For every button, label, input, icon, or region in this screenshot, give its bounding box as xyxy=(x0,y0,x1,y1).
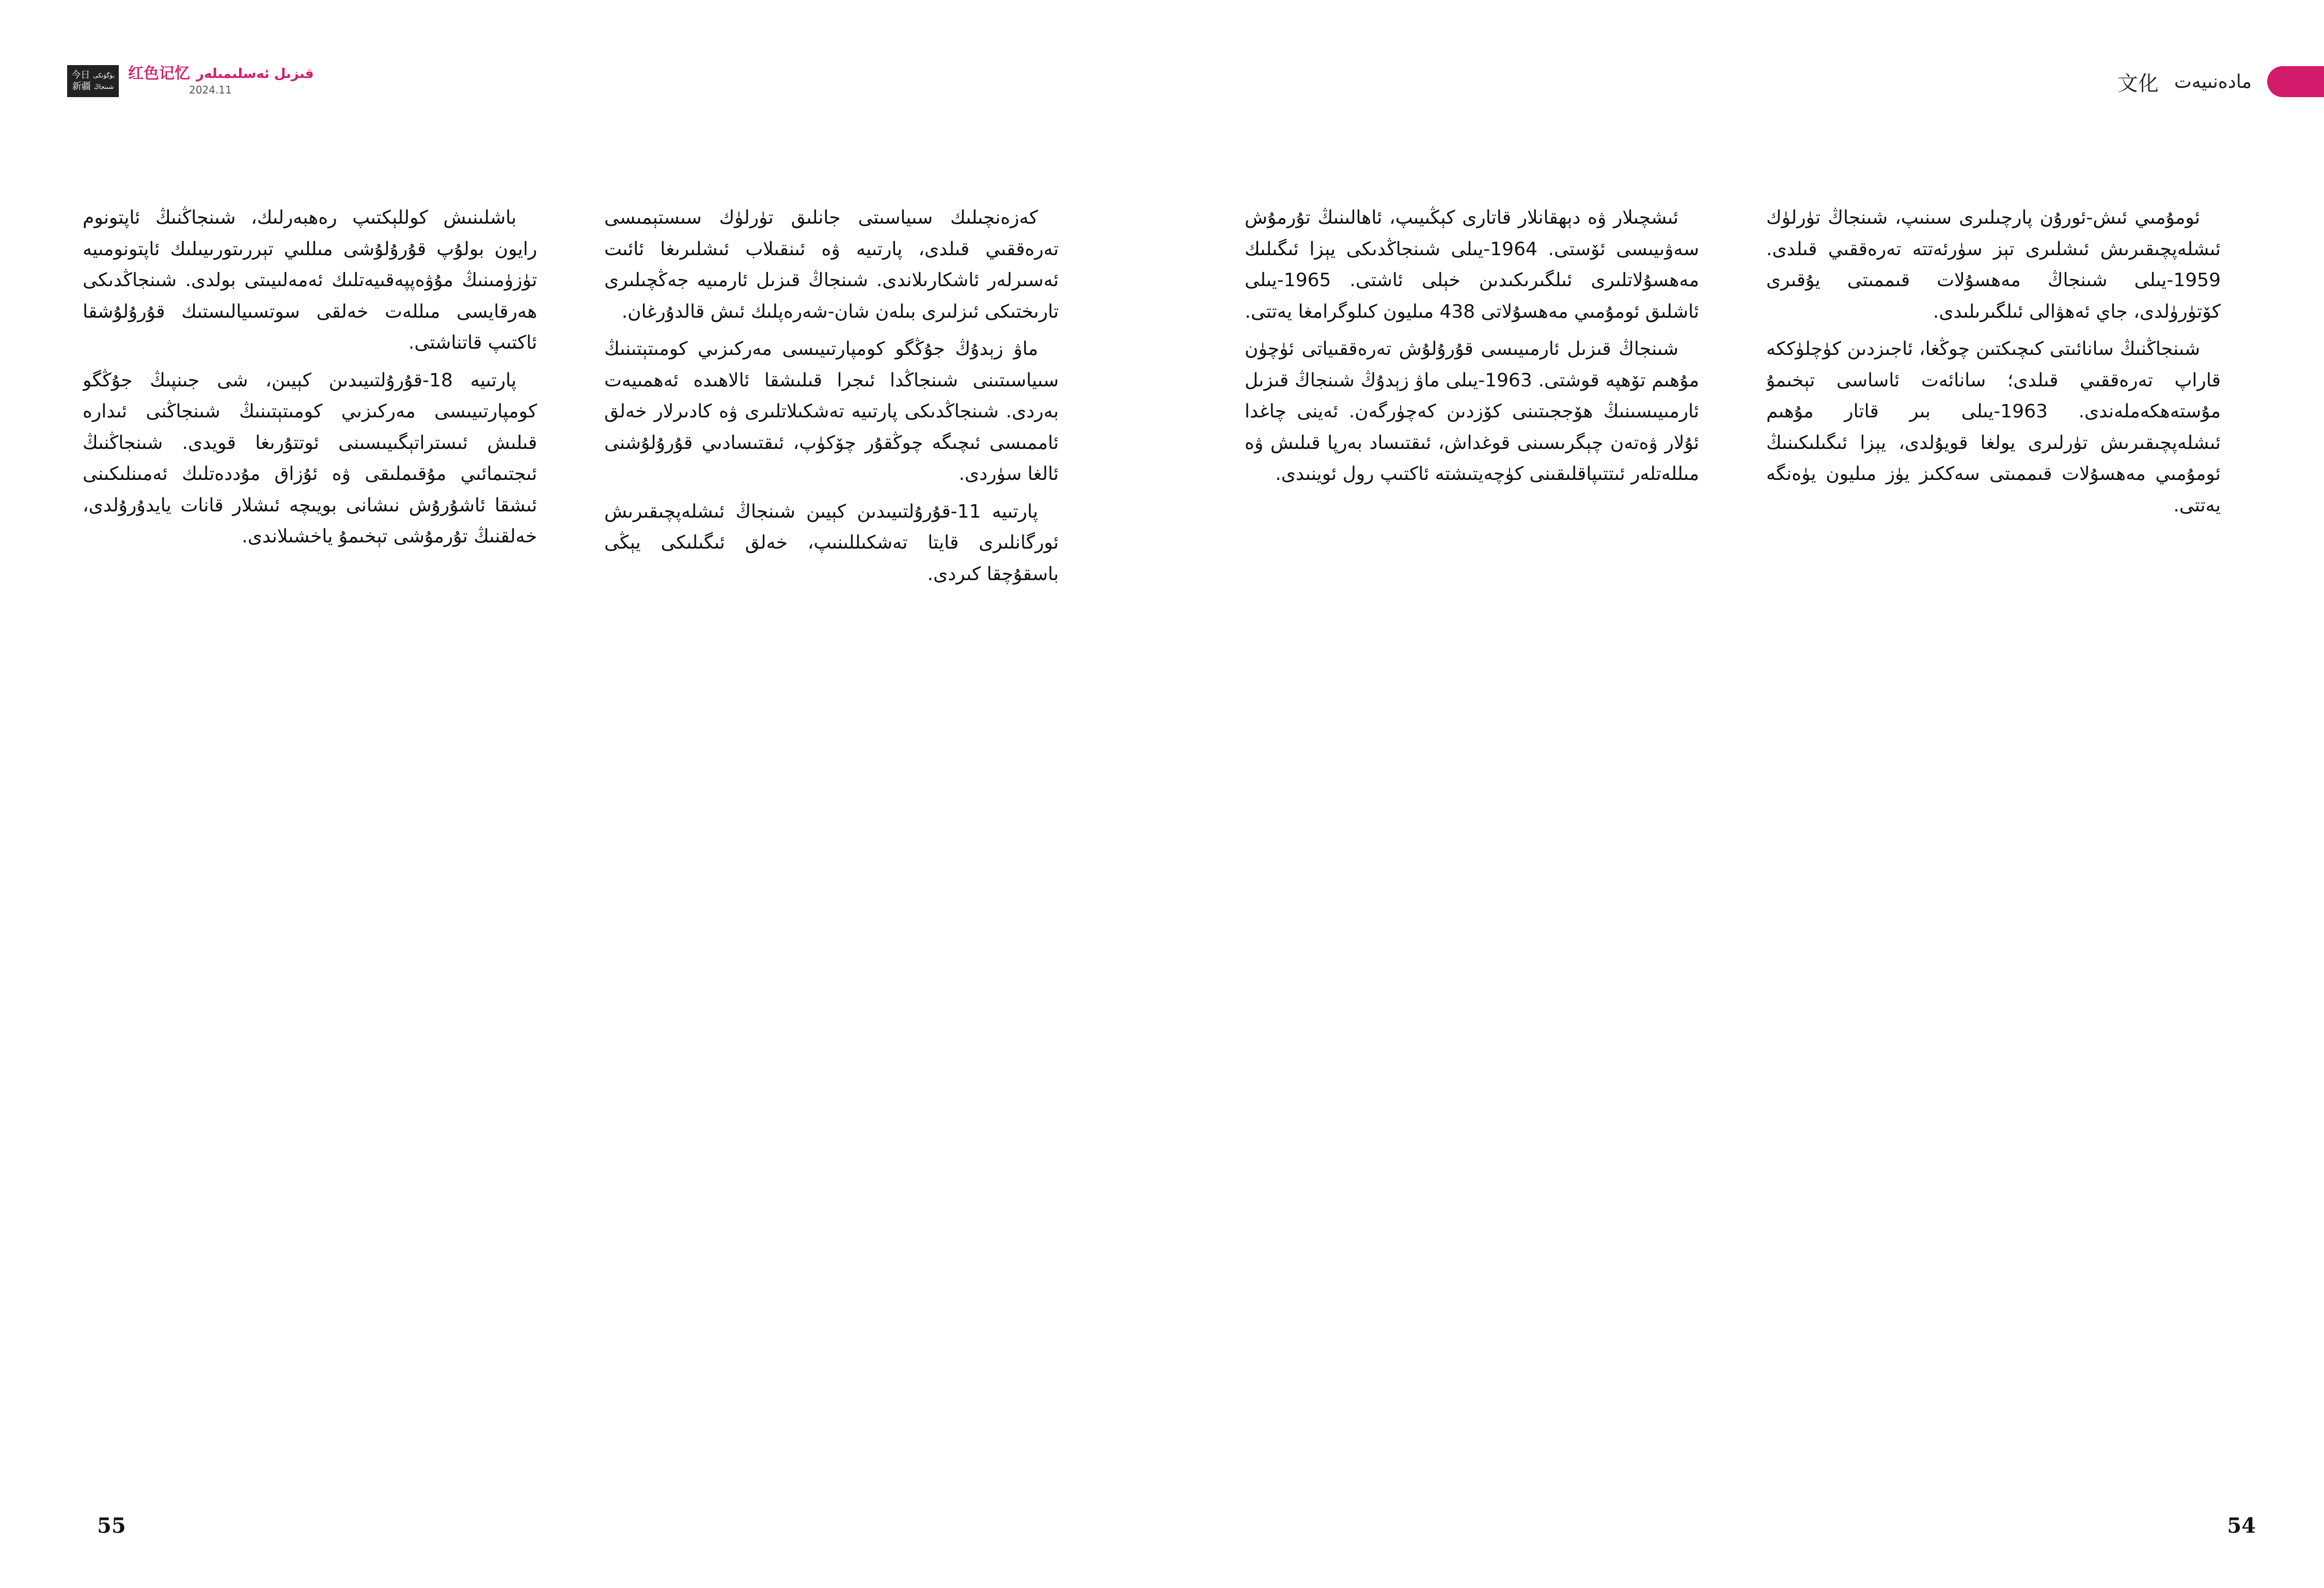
category-title-cn: 文化 xyxy=(2117,71,2159,96)
category-tab xyxy=(2267,66,2324,97)
magazine-logo xyxy=(67,65,119,97)
section-title-cn: 红色记忆 xyxy=(128,65,190,83)
page-number-left: 55 xyxy=(97,1514,126,1538)
page-number-right: 54 xyxy=(2227,1514,2256,1538)
paragraph: ئىشچىلار ۋە دېھقانلار قاتارى كېڭىيىپ، ئاھالىنىڭ تۇرمۇش سەۋىيىسى ئۆستى. 1964-يىلى شىنجاڭدىكى يېزا ئىگىلىك مەھسۇلاتلىرى ئىلگىرىكىدىن خېلى ئاشتى. 1965-يىلى ئاشلىق ئومۇمىي مەھسۇلاتى 438 مىليون كىلوگرامغا يەتتى. xyxy=(1245,207,1699,322)
logo-text-ug-a: بۈگۈنكى xyxy=(93,72,115,79)
paragraph: پارتىيە 18-قۇرۇلتىيىدىن كېيىن، شى جىنپىڭ جۇڭگو كومپارتىيىسى مەركىزىي كومىتېتىنىڭ شىنجاڭنى ئىدارە قىلىش ئىستراتېگىيىسىنى ئوتتۇرىغا قويدى. شىنجاڭنىڭ ئىجتىمائىي مۇقىملىقى ۋە ئۇزاق مۇددەتلىك ئەمىنلىكىنى ئىشقا ئاشۇرۇش نىشانى بويىچە ئىشلار قانات يايدۇرۇلدى، خەلقنىڭ تۇرمۇشى تېخىمۇ ياخشىلاندى. xyxy=(83,369,537,547)
category-title-ug: مادەنىيەت xyxy=(2174,71,2252,92)
paragraph: پارتىيە 11-قۇرۇلتىيىدىن كېيىن شىنجاڭ ئىشلەپچىقىرىش ئورگانلىرى قايتا تەشكىللىنىپ، خەلق ئىگىلىكى يېڭى باسقۇچقا كىردى. xyxy=(604,501,1059,585)
paragraph: باشلىنىش كوللېكتىپ رەھبەرلىك، شىنجاڭنىڭ ئاپتونوم رايون بولۇپ قۇرۇلۇشى مىللىي تېررىتورىيىلىك ئاپتونومىيە تۈزۈمىنىڭ مۇۋەپپەقىيەتلىك ئەمەلىيىتى بولدى. شىنجاڭدىكى ھەرقايسى مىللەت خەلقى سوتسىيالىستىك قۇرۇلۇشقا ئاكتىپ قاتناشتى. xyxy=(83,207,537,353)
paragraph: شىنجاڭنىڭ سانائىتى كىچىكتىن چوڭغا، ئاجىزدىن كۈچلۈككە قاراپ تەرەققىي قىلدى؛ سانائەت ئاساسى تېخىمۇ مۇستەھكەملەندى. 1963-يىلى بىر قاتار مۇھىم ئىشلەپچىقىرىش تۈرلىرى يولغا قويۇلدى، يېزا ئىگىلىكىنىڭ ئومۇمىي مەھسۇلات قىممىتى سەككىز يۈز مىليون يۈەنگە يەتتى. xyxy=(1766,338,2221,516)
logo-text-cn-a: 今日 xyxy=(71,70,90,81)
paragraph: شىنجاڭ قىزىل ئارمىيىسى قۇرۇلۇش تەرەققىياتى ئۈچۈن مۇھىم تۆھپە قوشتى. 1963-يىلى ماۋ زېدۇڭ شىنجاڭ قىزىل ئارمىيىسىنىڭ ھۆججىتىنى كۆزدىن كەچۈرگەن. ئەينى چاغدا ئۇلار ۋەتەن چېگرىسىنى قوغداش، ئىقتىساد بەرپا قىلىش ۋە مىللەتلەر ئىتتىپاقلىقىنى كۈچەيتىشتە ئاكتىپ رول ئوينىدى. xyxy=(1245,338,1699,485)
logo-text-cn-b: 新疆 xyxy=(72,81,91,92)
paragraph: كەزەنچىلىك سىياسىتى جانلىق تۈرلۈك سىستېمىسى تەرەققىي قىلدى، پارتىيە ۋە ئىنقىلاب ئىشلىرىغا ئائىت ئەسىرلەر ئاشكارىلاندى. شىنجاڭ قىزىل ئارمىيە جەڭچىلىرى تارىختىكى ئىزلىرى بىلەن شان-شەرەپلىك ئىش قالدۇرغان. xyxy=(604,207,1059,322)
section-heading xyxy=(128,65,314,96)
magazine-header xyxy=(67,65,314,101)
section-title-ug: قىزىل ئەسلىمىلەر xyxy=(196,66,314,82)
paragraph: ئومۇمىي ئىش-ئورۇن پارچىلىرى سىنىپ، شىنجاڭ تۈرلۈك ئىشلەپچىقىرىش ئىشلىرى تېز سۈرئەتتە تەرەققىي قىلدى. 1959-يىلى شىنجاڭ مەھسۇلات قىممىتى يۇقىرى كۆتۈرۈلدى، جاي ئەھۋالى ئىلگىرىلىدى. xyxy=(1766,207,2221,322)
article-column-2 xyxy=(1245,203,1699,1504)
issue-date: 2024.11 xyxy=(189,84,232,96)
logo-text-ug-b: شىنجاڭ xyxy=(93,83,114,90)
article-column-1 xyxy=(1766,203,2221,1504)
article-column-3 xyxy=(604,203,1059,1504)
article-column-4 xyxy=(83,203,537,1504)
page-header-right xyxy=(2117,66,2324,97)
paragraph: ماۋ زېدۇڭ جۇڭگو كومپارتىيىسى مەركىزىي كومىتېتىنىڭ سىياسىتىنى شىنجاڭدا ئىجرا قىلىشقا ئالاھىدە ئەھمىيەت بەردى. شىنجاڭدىكى پارتىيە تەشكىلاتلىرى ۋە كادىرلار خەلق ئاممىسى ئىچىگە چوڭقۇر چۆكۈپ، ئىقتىسادىي قۇرۇلۇشنى ئالغا سۈردى. xyxy=(604,338,1059,485)
